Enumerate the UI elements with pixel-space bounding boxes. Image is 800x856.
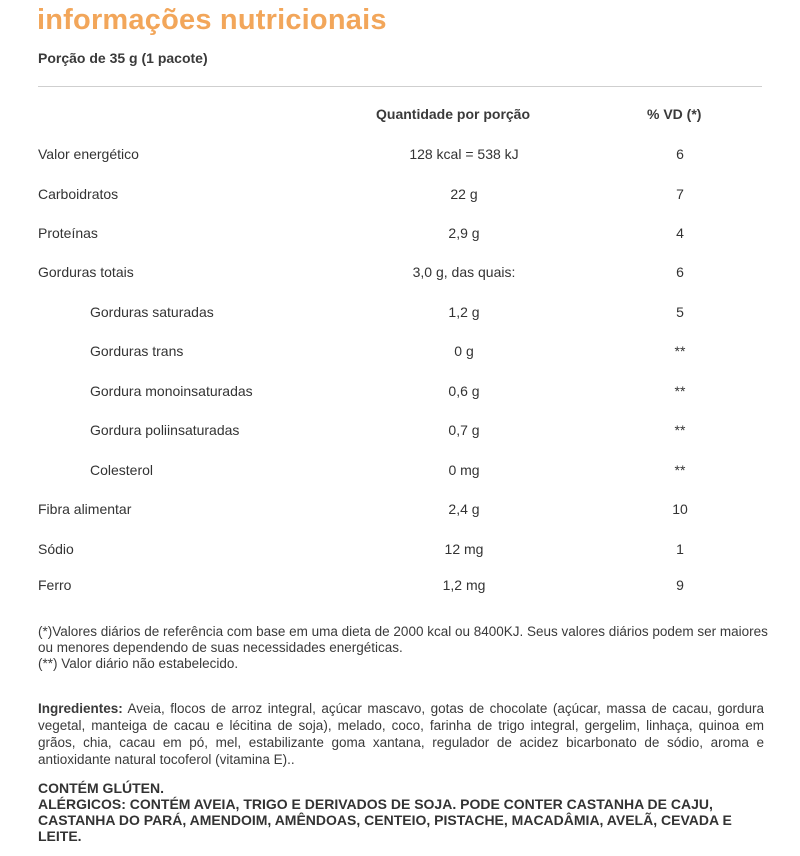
table-row <box>0 462 800 482</box>
nutrient-vd: 9 <box>676 577 684 593</box>
table-row <box>0 225 800 245</box>
column-header-quantity: Quantidade por porção <box>376 106 531 122</box>
nutrient-vd: 1 <box>676 541 684 557</box>
footnote-not-established: (**) Valor diário não estabelecido. <box>38 656 239 671</box>
nutrient-vd: 6 <box>676 264 684 280</box>
table-row <box>0 186 800 206</box>
allergens-section <box>38 780 762 844</box>
nutrient-name: Colesterol <box>90 462 154 478</box>
nutrient-vd: ** <box>674 383 686 399</box>
nutrient-name: Carboidratos <box>38 186 119 202</box>
nutrient-vd: 7 <box>676 186 684 202</box>
nutrient-vd: ** <box>674 343 686 359</box>
table-row <box>0 422 800 442</box>
nutrient-vd: 5 <box>676 304 684 320</box>
nutrient-quantity: 1,2 mg <box>442 577 486 593</box>
divider <box>38 86 762 87</box>
ingredients-section <box>38 700 764 768</box>
nutrient-quantity: 0 g <box>454 343 474 359</box>
nutrient-quantity: 0,7 g <box>448 422 480 438</box>
table-row <box>0 383 800 403</box>
nutrient-quantity: 22 g <box>450 186 478 202</box>
nutrient-quantity: 0 mg <box>448 462 480 478</box>
portion-size: Porção de 35 g (1 pacote) <box>38 50 208 66</box>
nutrient-name: Fibra alimentar <box>38 501 132 517</box>
table-row <box>0 343 800 363</box>
nutrient-quantity: 2,9 g <box>448 225 480 241</box>
nutrient-name: Gorduras saturadas <box>90 304 214 320</box>
page-title: informações nutricionais <box>37 4 387 36</box>
table-row <box>0 577 800 597</box>
nutrient-name: Proteínas <box>38 225 98 241</box>
nutrient-vd: 4 <box>676 225 684 241</box>
nutrient-name: Gordura monoinsaturadas <box>90 383 253 399</box>
table-row <box>0 146 800 166</box>
nutrient-quantity: 2,4 g <box>448 501 480 517</box>
nutrient-name: Ferro <box>38 577 72 593</box>
column-header-vd: % VD (*) <box>647 106 702 122</box>
table-row <box>0 541 800 561</box>
nutrient-quantity: 3,0 g, das quais: <box>412 264 516 280</box>
gluten-warning: CONTÉM GLÚTEN. <box>38 780 164 796</box>
ingredients-label: Ingredientes: <box>38 701 123 716</box>
nutrient-quantity: 1,2 g <box>448 304 480 320</box>
nutrient-vd: 6 <box>676 146 684 162</box>
nutrient-vd: ** <box>674 422 686 438</box>
nutrient-name: Valor energético <box>38 146 139 162</box>
footnotes <box>38 624 768 672</box>
table-row <box>0 304 800 324</box>
nutrient-name: Gorduras totais <box>38 264 134 280</box>
nutrient-quantity: 128 kcal = 538 kJ <box>409 146 519 162</box>
nutrient-name: Sódio <box>38 541 74 557</box>
ingredients-text: Aveia, flocos de arroz integral, açúcar mascavo, gotas de chocolate (açúcar, massa de cacau, gordura vegetal, manteiga de cacau e lécitina de soja), melado, coco, farinha de trigo integral, gergelim, linhaça, quinoa em grãos, chia, cacau em pó, mel, estabilizante goma xantana, regulador de acidez bicarbonato de sódio, aroma e antioxidante natural tocoferol (vitamina E).. <box>38 701 764 767</box>
allergens-text: ALÉRGICOS: CONTÉM AVEIA, TRIGO E DERIVADOS DE SOJA. PODE CONTER CASTANHA DE CAJU, CASTANHA DO PARÁ, AMENDOIM, AMÊNDOAS, CENTEIO, PISTACHE, MACADÂMIA, AVELÃ, CEVADA E LEITE. <box>38 796 732 844</box>
nutrient-quantity: 12 mg <box>444 541 484 557</box>
nutrient-vd: 10 <box>672 501 688 517</box>
table-row <box>0 264 800 284</box>
nutrient-name: Gordura poliinsaturadas <box>90 422 240 438</box>
footnote-reference-values: (*)Valores diários de referência com base em uma dieta de 2000 kcal ou 8400KJ. Seus valores diários podem ser maiores ou menores dependendo de suas necessidades energéticas. <box>38 624 768 655</box>
nutrient-name: Gorduras trans <box>90 343 184 359</box>
table-row <box>0 501 800 521</box>
nutrient-quantity: 0,6 g <box>448 383 480 399</box>
nutrient-vd: ** <box>674 462 686 478</box>
